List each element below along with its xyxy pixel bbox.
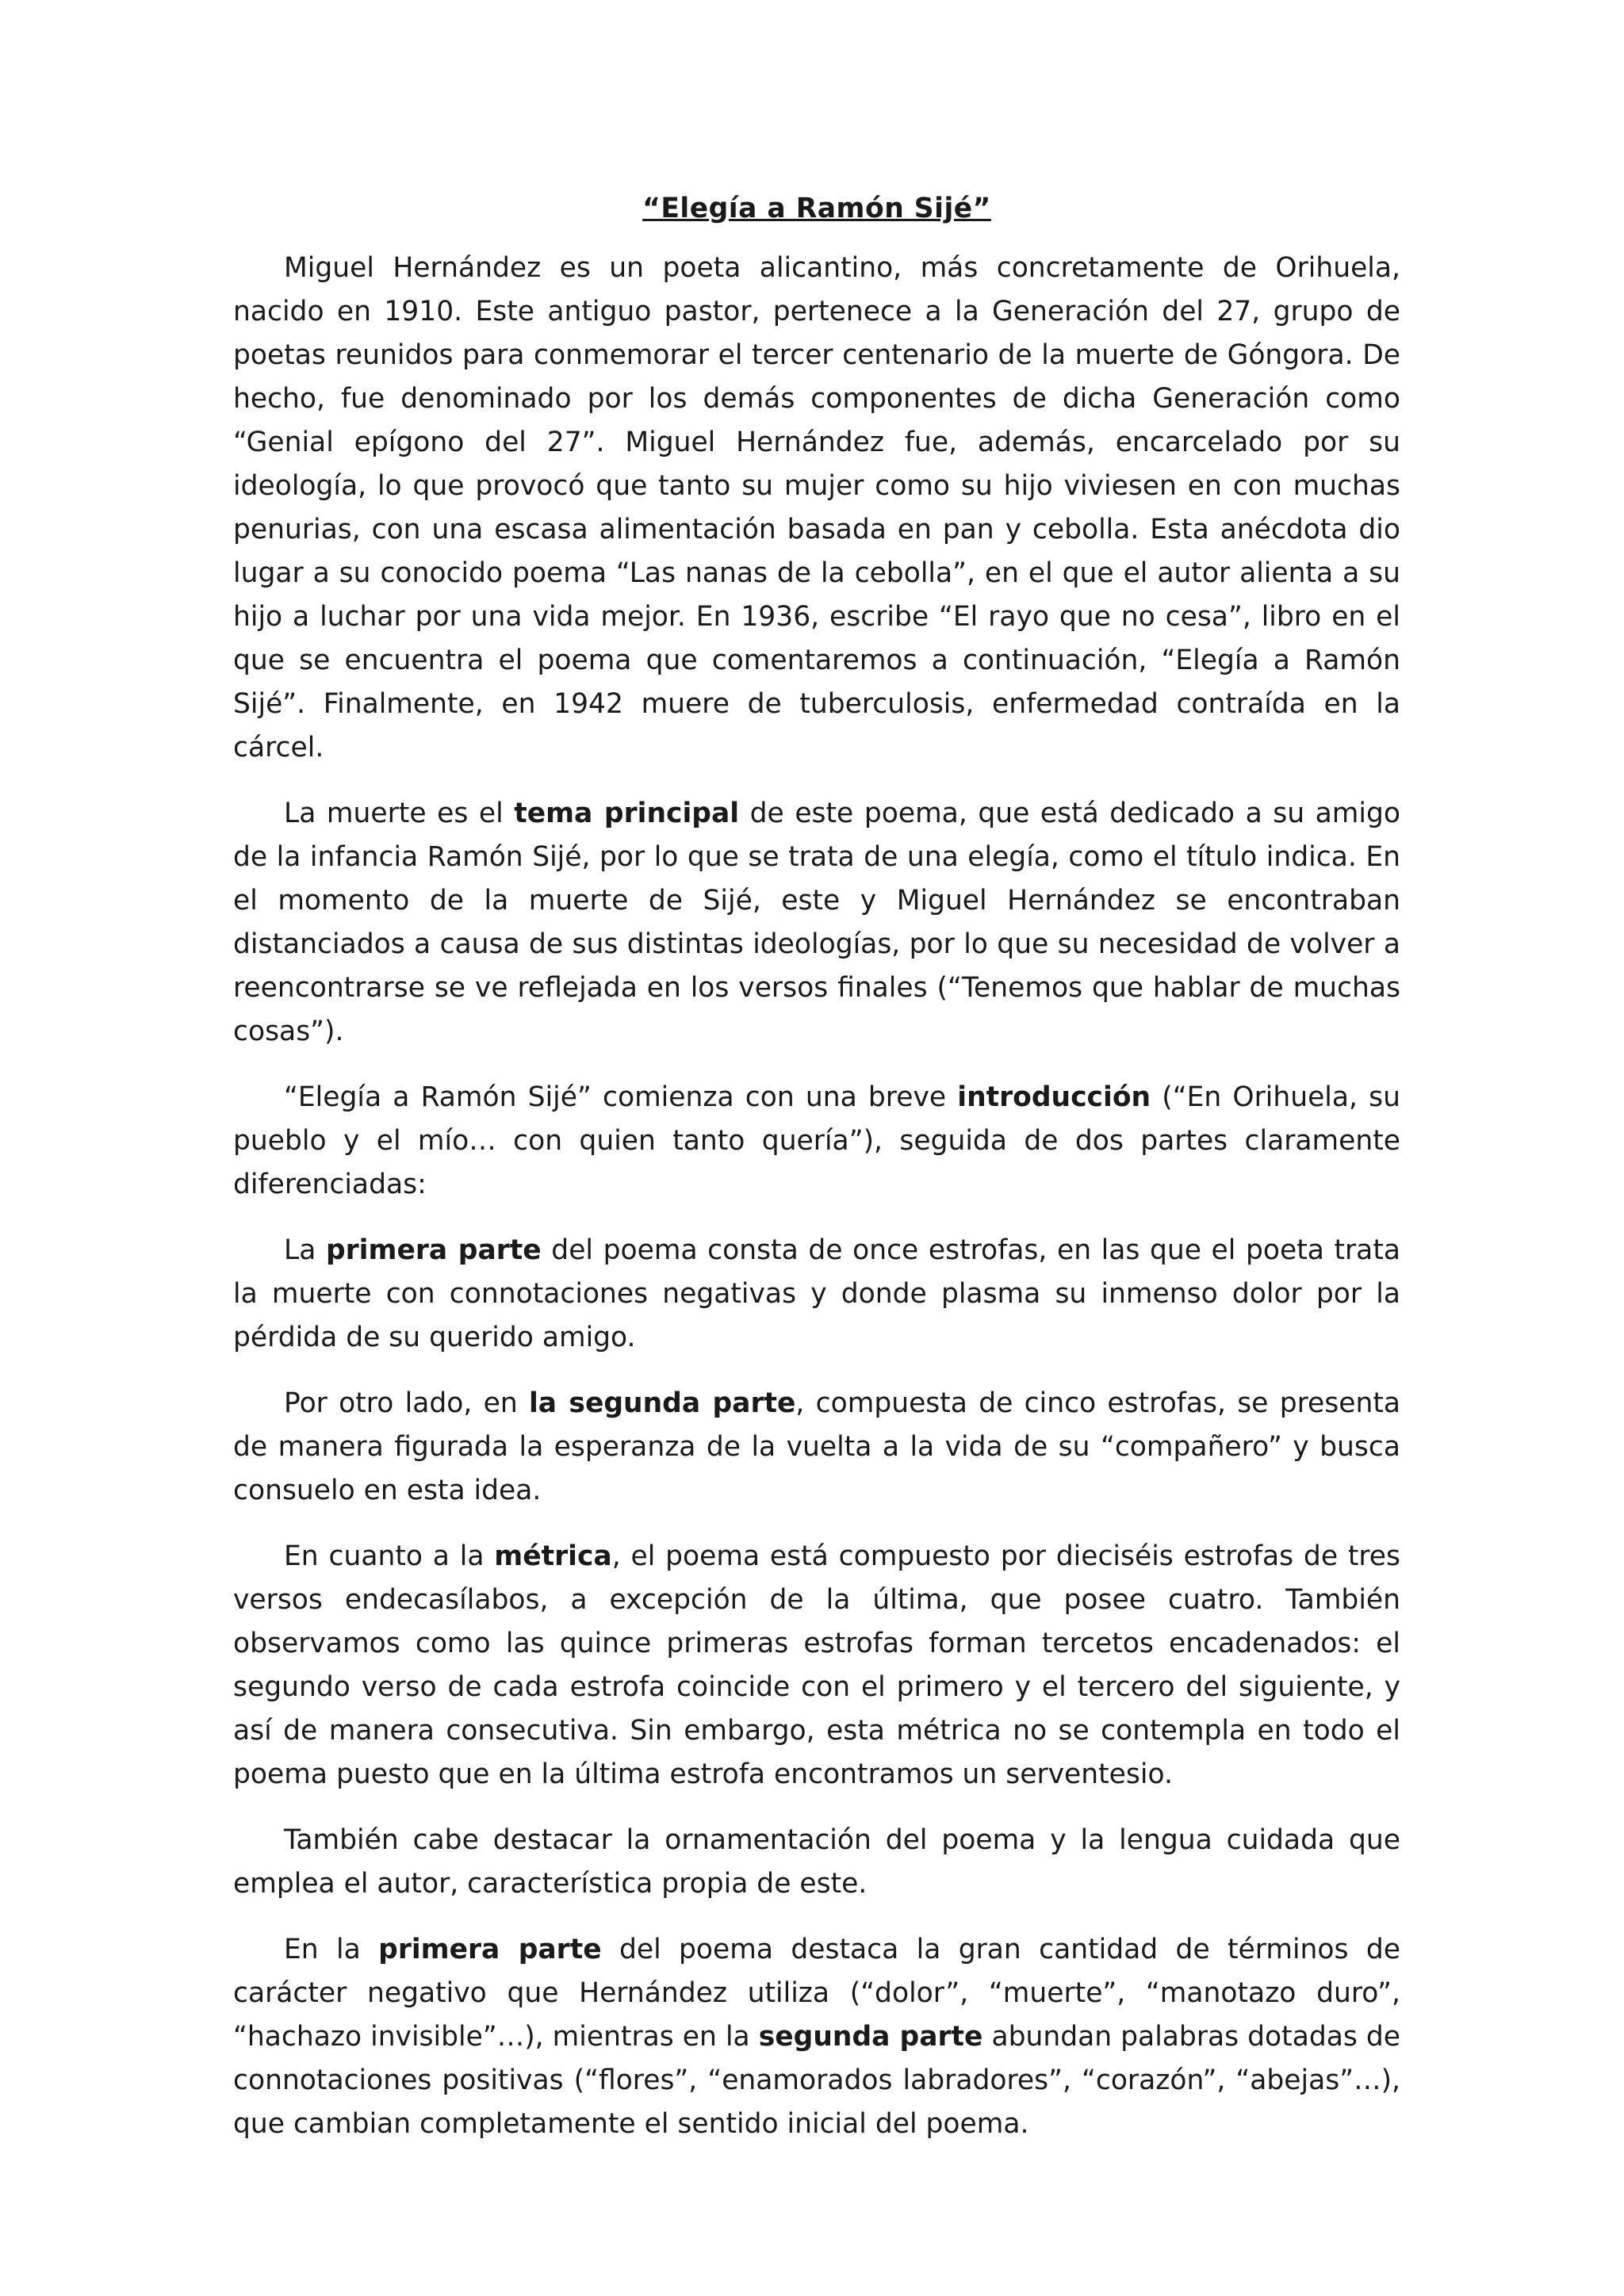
paragraph-text: de este poema, que está dedicado a su amigo de la infancia Ramón Sijé, por lo que se trata de una elegía, como el título indica. En el momento de la muerte de Sijé, este y Miguel Hernández se encontraban distanciados a causa de sus distintas ideologías, por lo que su necesidad de volver a reencontrarse se ve reflejada en los versos finales (“Tenemos que hablar de muchas cosas”). — [233, 798, 1400, 1047]
document-title: “Elegía a Ramón Sijé” — [642, 193, 991, 224]
paragraph-text: (“En Orihuela, su pueblo y el mío… con quien tanto quería”), seguida de dos partes claramente diferenciadas: — [233, 1081, 1400, 1200]
paragraph-text: También cabe destacar la ornamentación del poema y la lengua cuidada que emplea el autor, característica propia de este. — [233, 1824, 1400, 1900]
document-body — [233, 187, 1400, 2168]
paragraph-text: La muerte es el — [284, 798, 515, 829]
paragraph-biography — [233, 247, 1400, 770]
keyword-segunda-parte: segunda parte — [758, 2021, 983, 2053]
paragraph-text: Por otro lado, en — [284, 1387, 529, 1419]
keyword-introduccion: introducción — [957, 1081, 1151, 1113]
paragraph-second-part — [233, 1382, 1400, 1513]
paragraph-text: La — [284, 1234, 326, 1266]
paragraph-text: , compuesta de cinco estrofas, se presenta de manera figurada la esperanza de la vuelta a la vida de su “compañero” y busca consuelo en esta idea. — [233, 1387, 1400, 1506]
paragraph-first-part — [233, 1229, 1400, 1360]
paragraph-metrics — [233, 1535, 1400, 1797]
paragraph-text: , el poema está compuesto por dieciséis estrofas de tres versos endecasílabos, a excepción de la última, que posee cuatro. También observamos como las quince primeras estrofas forman tercetos encadenados: el segundo verso de cada estrofa coincide con el primero y el tercero del siguiente, y así de manera consecutiva. Sin embargo, esta métrica no se contempla en todo el poema puesto que en la última estrofa encontramos un serventesio. — [233, 1540, 1401, 1790]
paragraph-text: En la — [284, 1934, 379, 1965]
keyword-primera-parte: primera parte — [378, 1934, 602, 1965]
keyword-segunda-parte: la segunda parte — [528, 1387, 796, 1419]
keyword-primera-parte: primera parte — [325, 1234, 542, 1266]
paragraph-structure — [233, 1076, 1400, 1207]
paragraph-ornamentation — [233, 1819, 1400, 1906]
keyword-metrica: métrica — [494, 1540, 612, 1572]
paragraph-text: En cuanto a la — [284, 1540, 495, 1572]
paragraph-vocabulary — [233, 1928, 1400, 2146]
paragraph-text: “Elegía a Ramón Sijé” comienza con una breve — [284, 1081, 958, 1113]
paragraph-theme — [233, 792, 1400, 1054]
paragraph-text: del poema consta de once estrofas, en las que el poeta trata la muerte con connotaciones negativas y donde plasma su inmenso dolor por la pérdida de su querido amigo. — [233, 1234, 1400, 1353]
paragraph-text: Miguel Hernández es un poeta alicantino, más concretamente de Orihuela, nacido en 1910. Este antiguo pastor, pertenece a la Generación del 27, grupo de poetas reunidos para conmemorar el tercer centenario de la muerte de Góngora. De hecho, fue denominado por los demás componentes de dicha Generación como “Genial epígono del 27”. Miguel Hernández fue, además, encarcelado por su ideología, lo que provocó que tanto su mujer como su hijo viviesen en con muchas penurias, con una escasa alimentación basada en pan y cebolla. Esta anécdota dio lugar a su conocido poema “Las nanas de la cebolla”, en el que el autor alienta a su hijo a luchar por una vida mejor. En 1936, escribe “El rayo que no cesa”, libro en el que se encuentra el poema que comentaremos a continuación, “Elegía a Ramón Sijé”. Finalmente, en 1942 muere de tuberculosis, enfermedad contraída en la cárcel. — [233, 252, 1400, 763]
keyword-tema-principal: tema principal — [514, 798, 740, 829]
paragraph-text: del poema destaca la gran cantidad de términos de carácter negativo que Hernández utiliza (“dolor”, “muerte”, “manotazo duro”, “hachazo invisible”…), mientras en la — [233, 1934, 1400, 2053]
paragraph-text: abundan palabras dotadas de connotaciones positivas (“flores”, “enamorados labradores”, “corazón”, “abejas”…), que cambian completamente el sentido inicial del poema. — [233, 2021, 1401, 2140]
